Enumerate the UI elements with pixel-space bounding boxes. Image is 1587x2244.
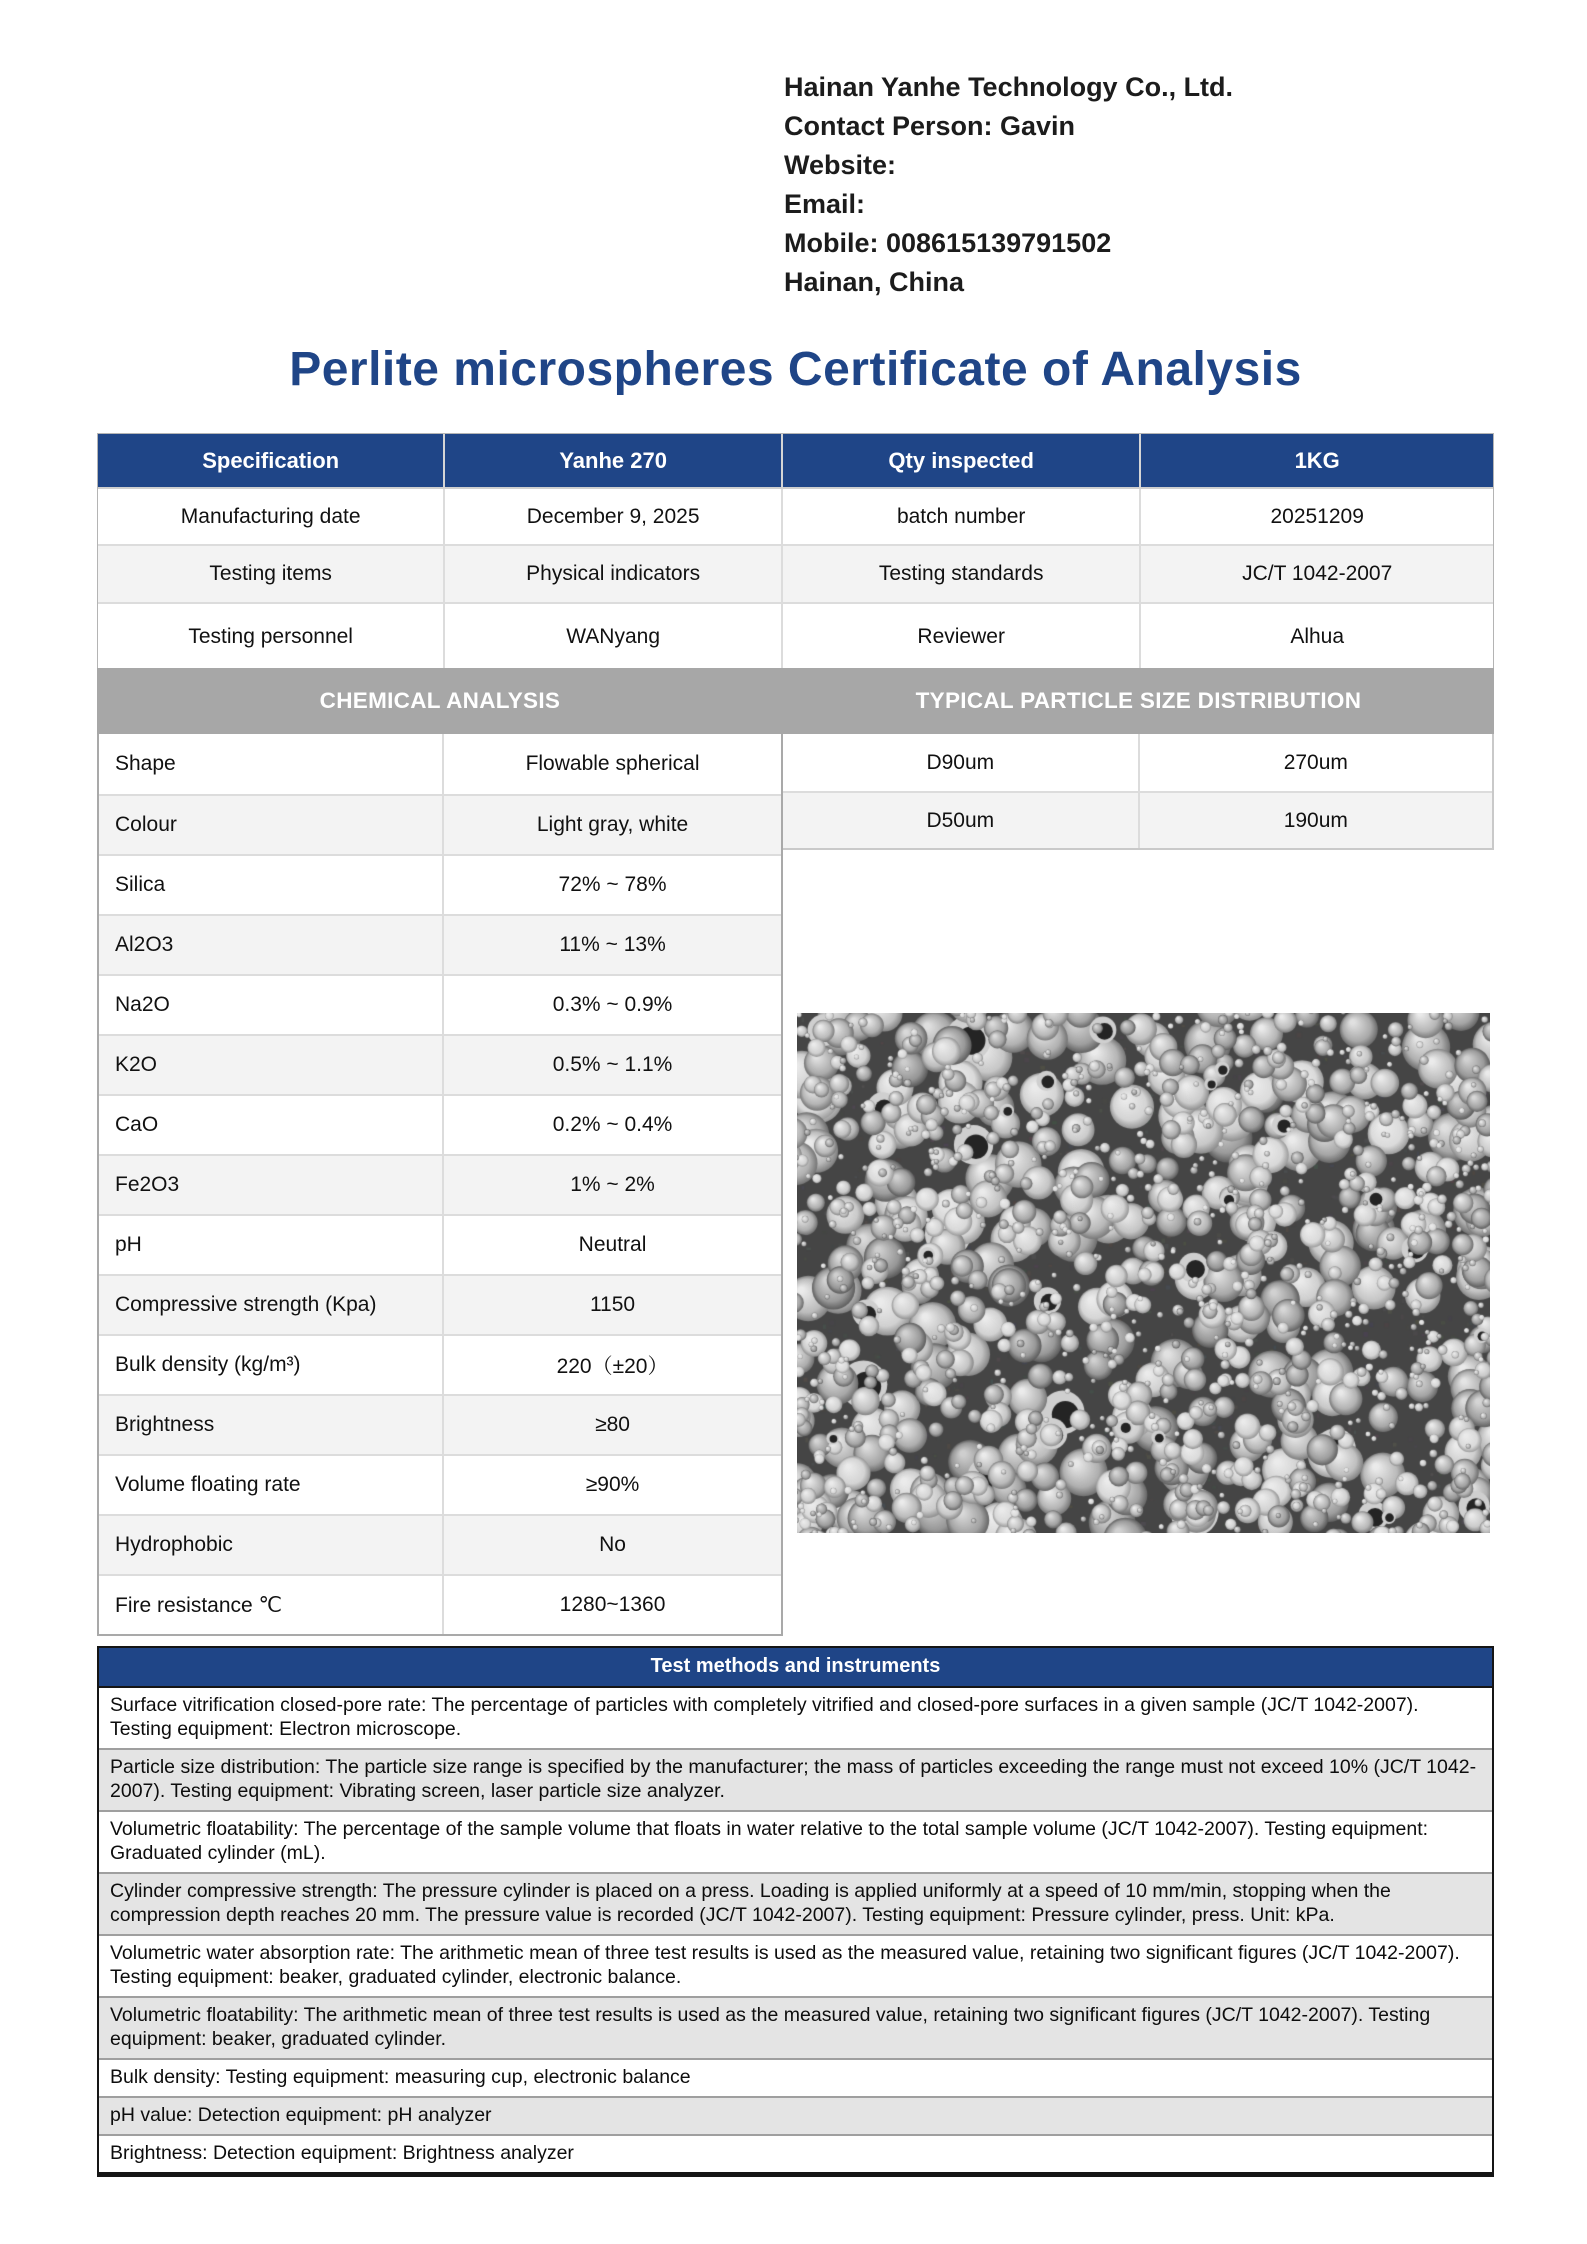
testing-personnel-label: Testing personnel bbox=[98, 604, 445, 669]
test-method-row: Volumetric water absorption rate: The arithmetic mean of three test results is used as the measured value, retaining two significant figures (JC/T 1042-2007). Testing equipment: beaker, graduated cylinder, electronic balance. bbox=[99, 1934, 1492, 1996]
reviewer-value: Alhua bbox=[1141, 604, 1493, 669]
property-label: Silica bbox=[99, 854, 444, 914]
property-label: Shape bbox=[99, 734, 444, 794]
test-method-row: Volumetric floatability: The percentage of the sample volume that floats in water relative to the total sample volume (JC/T 1042-2007). Testing equipment: Graduated cylinder (mL). bbox=[99, 1810, 1492, 1872]
manufacturing-date-label: Manufacturing date bbox=[98, 489, 445, 546]
reviewer-label: Reviewer bbox=[783, 604, 1142, 669]
spec-header-qty-inspected: Qty inspected bbox=[783, 434, 1142, 489]
test-method-row: Surface vitrification closed-pore rate: The percentage of particles with completely vitrified and closed-pore surfaces in a given sample (JC/T 1042-2007). Testing equipment: Electron microscope. bbox=[99, 1688, 1492, 1748]
property-label: Colour bbox=[99, 794, 444, 854]
property-value: 11% ~ 13% bbox=[444, 914, 781, 974]
property-label: Fe2O3 bbox=[99, 1154, 444, 1214]
test-method-row: Cylinder compressive strength: The pressure cylinder is placed on a press. Loading is applied uniformly at a speed of 10 mm/min, stopping when the compression depth reaches 20 mm. The pressure value is recorded (JC/T 1042-2007). Testing equipment: Pressure cylinder, press. Unit: kPa. bbox=[99, 1872, 1492, 1934]
test-method-row: Bulk density: Testing equipment: measuring cup, electronic balance bbox=[99, 2058, 1492, 2096]
property-value: 0.5% ~ 1.1% bbox=[444, 1034, 781, 1094]
particle-size-table bbox=[783, 734, 1494, 850]
property-value: 0.3% ~ 0.9% bbox=[444, 974, 781, 1034]
sem-micrograph-image bbox=[797, 1013, 1490, 1533]
test-method-row: pH value: Detection equipment: pH analyzer bbox=[99, 2096, 1492, 2134]
location-line: Hainan, China bbox=[784, 267, 965, 297]
property-value: 1150 bbox=[444, 1274, 781, 1334]
testing-standards-label: Testing standards bbox=[783, 546, 1142, 604]
company-name: Hainan Yanhe Technology Co., Ltd. bbox=[784, 72, 1234, 102]
testing-items-label: Testing items bbox=[98, 546, 445, 604]
chemical-analysis-table bbox=[97, 734, 783, 1636]
property-value: 72% ~ 78% bbox=[444, 854, 781, 914]
batch-number-label: batch number bbox=[783, 489, 1142, 546]
banner-chemical-analysis-label: CHEMICAL ANALYSIS bbox=[319, 688, 561, 713]
property-label: Na2O bbox=[99, 974, 444, 1034]
property-value: ≥80 bbox=[444, 1394, 781, 1454]
testing-items-value: Physical indicators bbox=[445, 546, 783, 604]
d90-value: 270um bbox=[1140, 734, 1492, 791]
property-label: Volume floating rate bbox=[99, 1454, 444, 1514]
d90-label: D90um bbox=[783, 734, 1140, 791]
property-value: Light gray, white bbox=[444, 794, 781, 854]
contact-person-line: Contact Person: Gavin bbox=[784, 111, 1076, 141]
test-method-row: Brightness: Detection equipment: Brightness analyzer bbox=[99, 2134, 1492, 2172]
property-label: Compressive strength (Kpa) bbox=[99, 1274, 444, 1334]
test-methods-header: Test methods and instruments bbox=[99, 1648, 1492, 1688]
property-label: Hydrophobic bbox=[99, 1514, 444, 1574]
property-value: Flowable spherical bbox=[444, 734, 781, 794]
company-contact-block bbox=[784, 68, 1233, 302]
property-value: 1280~1360 bbox=[444, 1574, 781, 1634]
property-label: pH bbox=[99, 1214, 444, 1274]
property-label: CaO bbox=[99, 1094, 444, 1154]
d50-label: D50um bbox=[783, 791, 1140, 848]
property-value: 0.2% ~ 0.4% bbox=[444, 1094, 781, 1154]
property-label: Brightness bbox=[99, 1394, 444, 1454]
testing-standards-value: JC/T 1042-2007 bbox=[1141, 546, 1493, 604]
batch-number-value: 20251209 bbox=[1141, 489, 1493, 546]
website-line: Website: bbox=[784, 150, 897, 180]
testing-personnel-value: WANyang bbox=[445, 604, 783, 669]
document-title: Perlite microspheres Certificate of Analysis bbox=[289, 343, 1302, 396]
property-label: Bulk density (kg/m³) bbox=[99, 1334, 444, 1394]
specification-table bbox=[97, 433, 1494, 670]
property-label: Fire resistance ℃ bbox=[99, 1574, 444, 1634]
spec-header-specification: Specification bbox=[98, 434, 445, 489]
test-methods-panel bbox=[97, 1646, 1494, 2177]
test-method-row: Particle size distribution: The particle size range is specified by the manufacturer; the mass of particles exceeding the range must not exceed 10% (JC/T 1042-2007). Testing equipment: Vibrating screen, laser particle size analyzer. bbox=[99, 1748, 1492, 1810]
property-value: ≥90% bbox=[444, 1454, 781, 1514]
test-method-row: Volumetric floatability: The arithmetic mean of three test results is used as the measured value, retaining two significant figures (JC/T 1042-2007). Testing equipment: beaker, graduated cylinder. bbox=[99, 1996, 1492, 2058]
property-value: 220（±20） bbox=[444, 1334, 781, 1394]
property-label: K2O bbox=[99, 1034, 444, 1094]
d50-value: 190um bbox=[1140, 791, 1492, 848]
section-banner bbox=[97, 668, 1494, 734]
manufacturing-date-value: December 9, 2025 bbox=[445, 489, 783, 546]
property-value: Neutral bbox=[444, 1214, 781, 1274]
mobile-line: Mobile: 008615139791502 bbox=[784, 228, 1112, 258]
property-value: No bbox=[444, 1514, 781, 1574]
spec-header-qty-value: 1KG bbox=[1141, 434, 1493, 489]
spec-header-product: Yanhe 270 bbox=[445, 434, 783, 489]
banner-particle-size-label: TYPICAL PARTICLE SIZE DISTRIBUTION bbox=[915, 688, 1362, 713]
property-label: Al2O3 bbox=[99, 914, 444, 974]
property-value: 1% ~ 2% bbox=[444, 1154, 781, 1214]
email-line: Email: bbox=[784, 189, 866, 219]
